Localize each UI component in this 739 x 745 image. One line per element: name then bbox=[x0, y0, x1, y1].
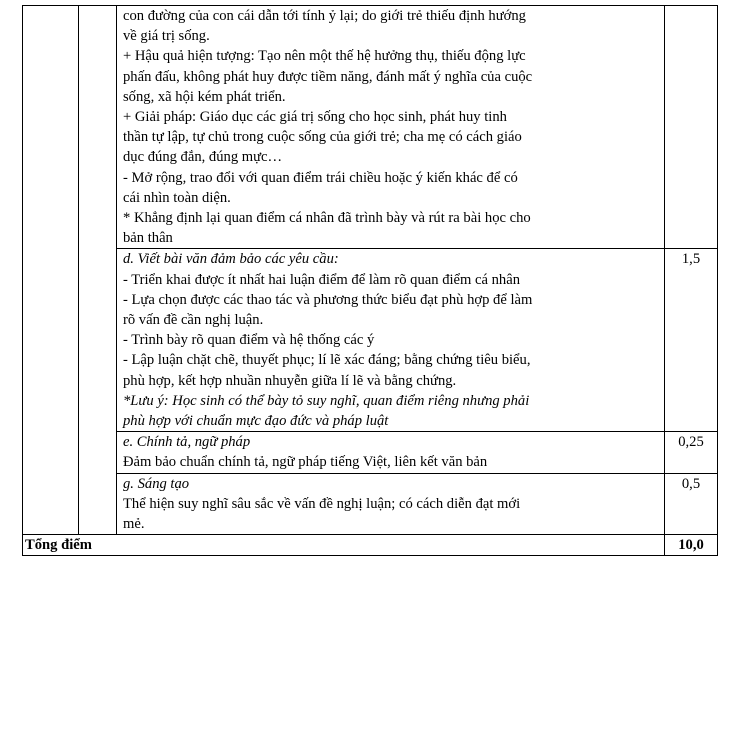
text-line: phấn đấu, không phát huy được tiềm năng, đánh mất ý nghĩa của cuộc bbox=[123, 68, 533, 85]
note-line: phù hợp với chuẩn mực đạo đức và pháp luật bbox=[123, 413, 389, 430]
text-line: dục đúng đắn, đúng mực… bbox=[123, 149, 283, 166]
text-line: - Trình bày rõ quan điểm và hệ thống các ý bbox=[123, 332, 375, 349]
text-line: mẻ. bbox=[123, 516, 145, 533]
text-line: phù hợp, kết hợp nhuần nhuyễn giữa lí lẽ và bằng chứng. bbox=[123, 372, 457, 389]
question-cell bbox=[79, 6, 117, 535]
text-line: con đường của con cái dẫn tới tính ỷ lại; do giới trẻ thiếu định hướng bbox=[123, 8, 526, 24]
text-line: - Triển khai được ít nhất hai luận điểm để làm rõ quan điểm cá nhân bbox=[123, 271, 520, 288]
part-cell bbox=[23, 6, 79, 535]
text-line: - Lựa chọn được các thao tác và phương thức biểu đạt phù hợp để làm bbox=[123, 291, 533, 308]
score-writing-requirements: 1,5 bbox=[665, 249, 718, 432]
score-creativity: 0,5 bbox=[665, 473, 718, 535]
text-line: Thể hiện suy nghĩ sâu sắc về vấn đề nghị luận; có cách diễn đạt mới bbox=[123, 495, 521, 512]
rubric-row-creativity bbox=[23, 473, 718, 535]
text-line: Đảm bảo chuẩn chính tả, ngữ pháp tiếng Việt, liên kết văn bản bbox=[123, 454, 488, 471]
text-line: cái nhìn toàn diện. bbox=[123, 189, 231, 206]
text-line: rõ vấn đề cần nghị luận. bbox=[123, 312, 264, 329]
text-line: bản thân bbox=[123, 230, 173, 247]
criterion-heading: e. Chính tả, ngữ pháp bbox=[123, 434, 251, 451]
text-line: thần tự lập, tự chủ trong cuộc sống của giới trẻ; cha mẹ có cách giáo bbox=[123, 129, 522, 146]
score-spelling-grammar: 0,25 bbox=[665, 432, 718, 473]
total-score: 10,0 bbox=[665, 535, 718, 556]
rubric-row-outline-continued bbox=[23, 6, 718, 249]
text-line: + Hậu quả hiện tượng: Tạo nên một thế hệ hưởng thụ, thiếu động lực bbox=[123, 48, 526, 65]
criterion-heading: g. Sáng tạo bbox=[123, 475, 190, 492]
text-line: * Khẳng định lại quan điểm cá nhân đã trình bày và rút ra bài học cho bbox=[123, 210, 531, 227]
criterion-heading: d. Viết bài văn đảm bảo các yêu cầu: bbox=[123, 251, 339, 268]
scoring-rubric-table bbox=[22, 5, 718, 556]
spelling-grammar-cell bbox=[117, 432, 665, 473]
note-line: *Lưu ý: Học sinh có thể bày tỏ suy nghĩ, quan điểm riêng nhưng phải bbox=[123, 392, 530, 409]
rubric-row-writing-requirements bbox=[23, 249, 718, 432]
creativity-cell bbox=[117, 473, 665, 535]
text-line: về giá trị sống. bbox=[123, 28, 210, 45]
text-line: sống, xã hội kém phát triển. bbox=[123, 88, 286, 105]
writing-requirements-cell bbox=[117, 249, 665, 432]
total-label: Tổng điểm bbox=[23, 535, 665, 556]
outline-content-cell bbox=[117, 6, 665, 249]
text-line: - Mở rộng, trao đổi với quan điểm trái chiều hoặc ý kiến khác để có bbox=[123, 169, 518, 186]
score-cell-empty bbox=[665, 6, 718, 249]
rubric-row-total bbox=[23, 535, 718, 556]
rubric-row-spelling-grammar bbox=[23, 432, 718, 473]
text-line: + Giải pháp: Giáo dục các giá trị sống cho học sinh, phát huy tinh bbox=[123, 109, 507, 126]
text-line: - Lập luận chặt chẽ, thuyết phục; lí lẽ xác đáng; bằng chứng tiêu biểu, bbox=[123, 352, 531, 369]
